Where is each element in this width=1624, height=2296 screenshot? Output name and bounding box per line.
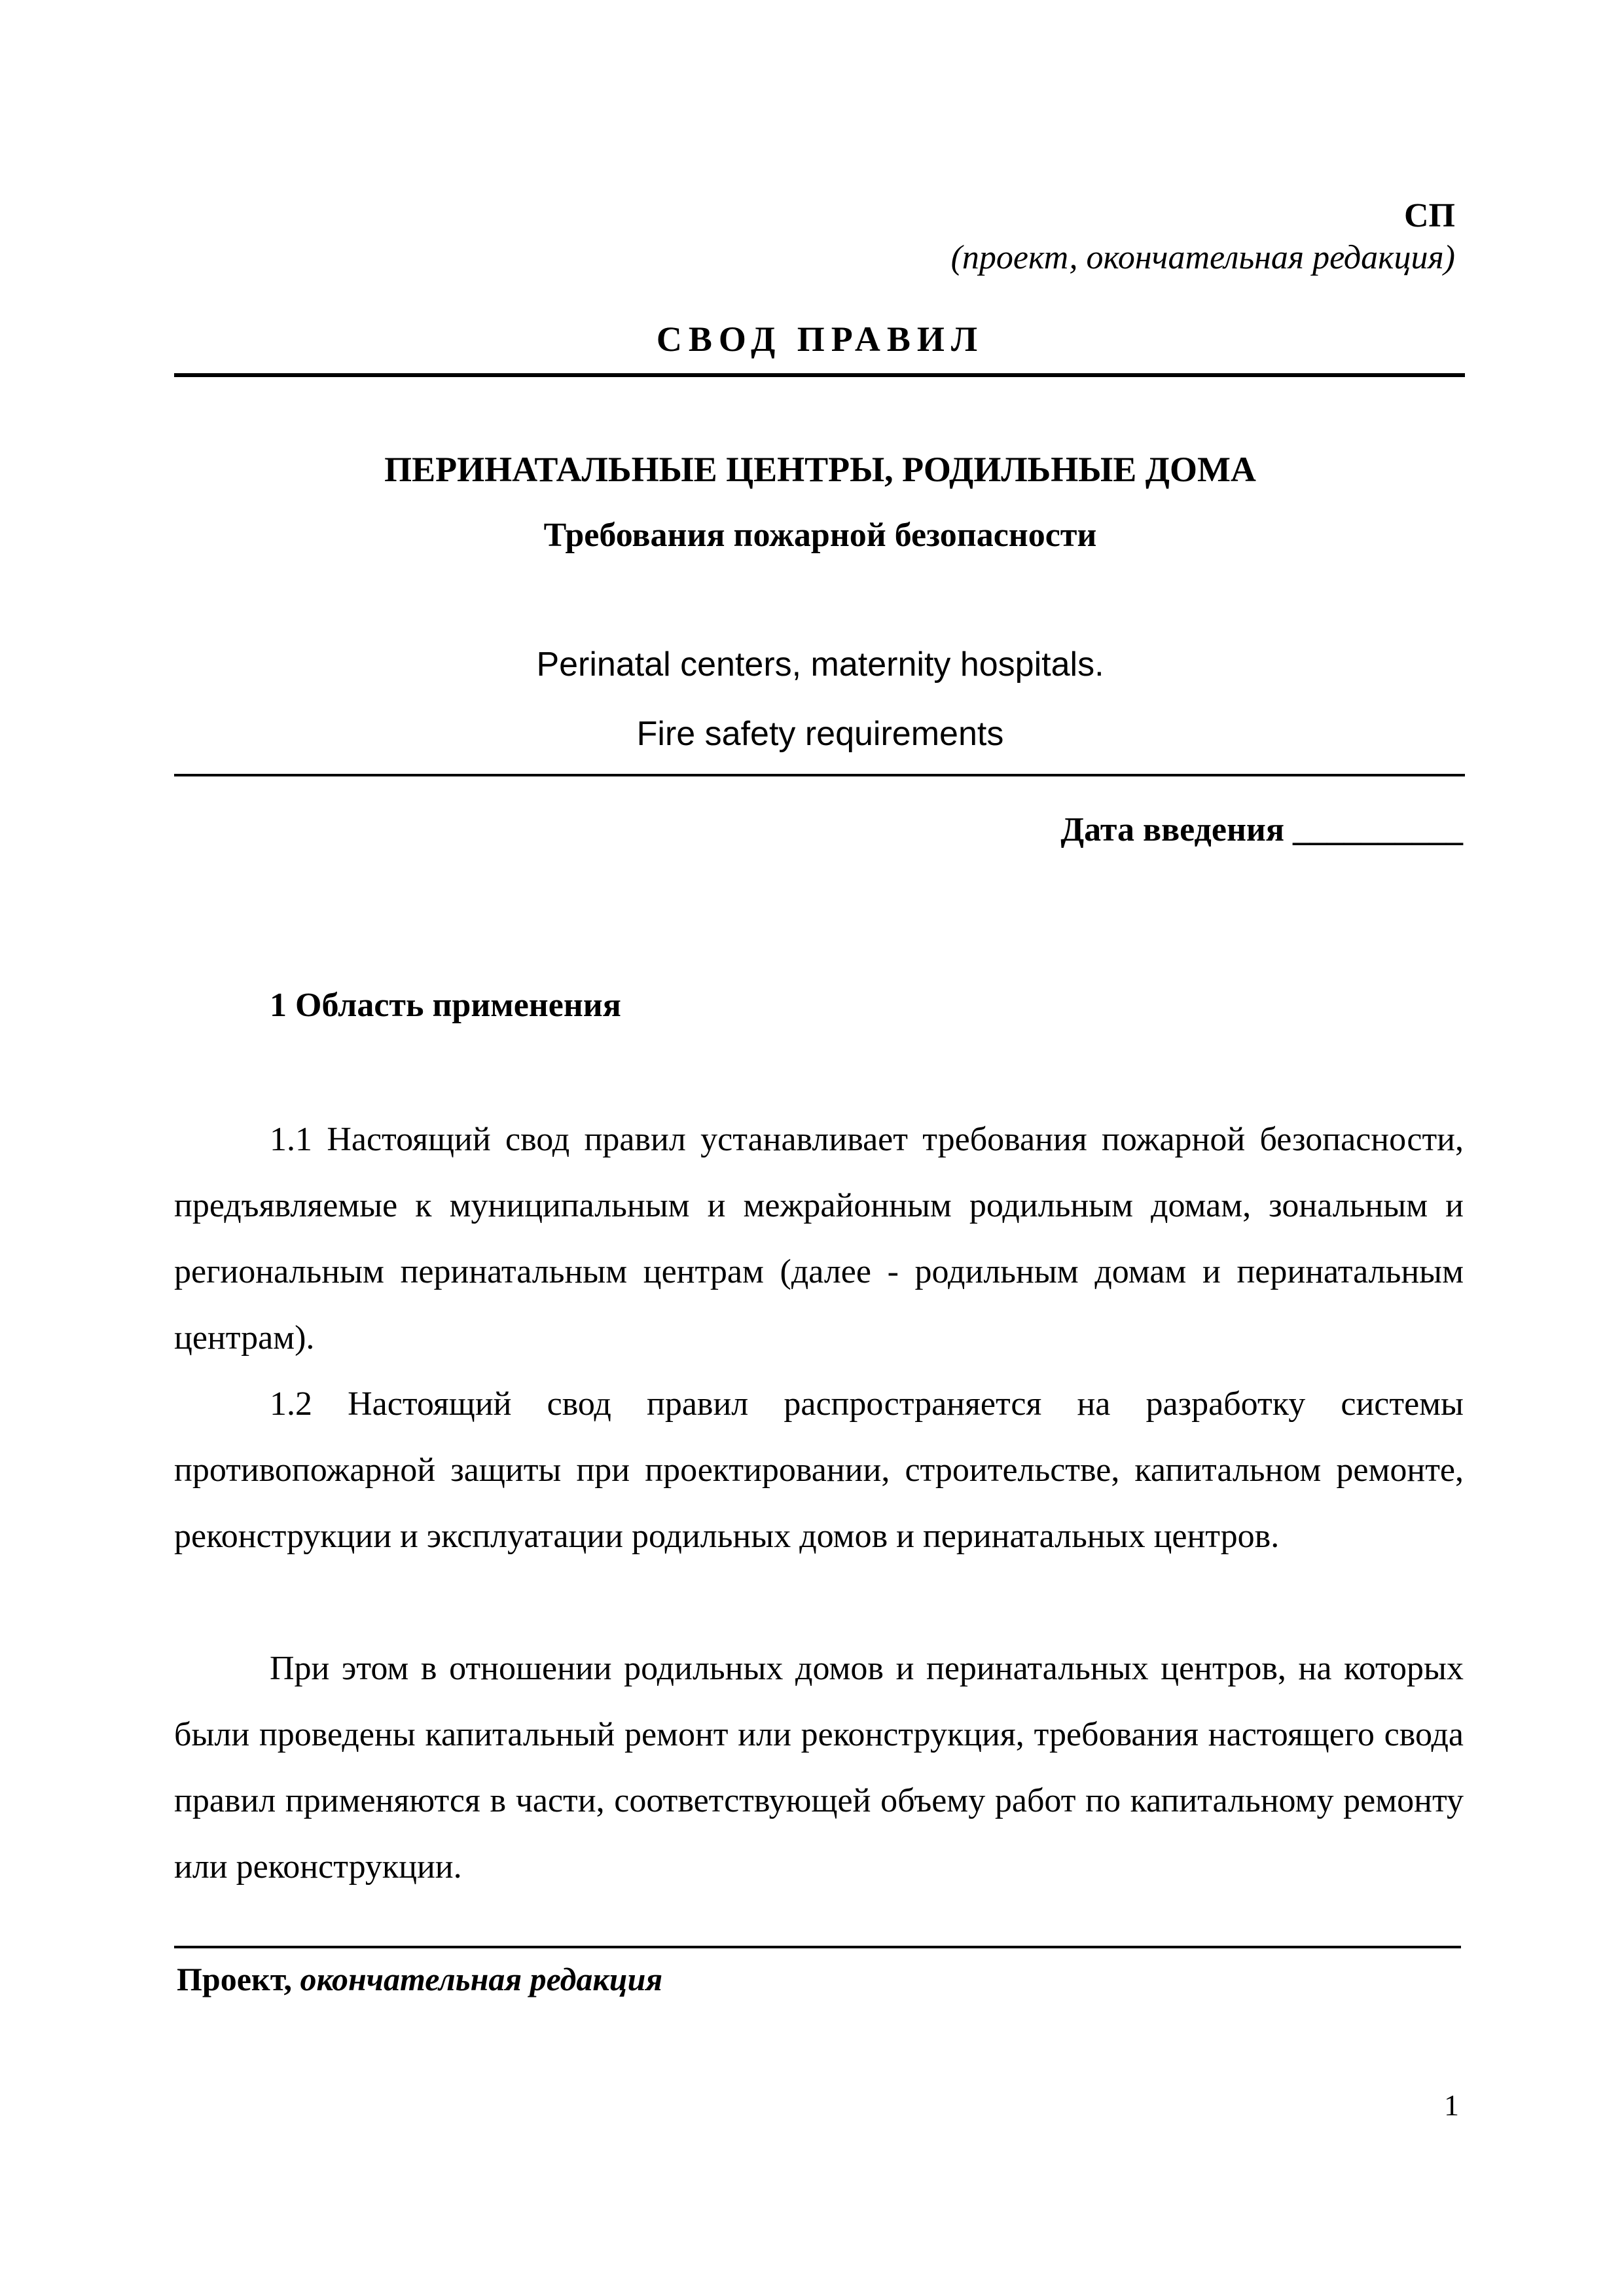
- document-subtitle-english: Fire safety requirements: [636, 715, 1004, 753]
- paragraph-1-2-note: При этом в отношении родильных домов и перинатальных центров, на которых были проведены капитальный ремонт или реконструкция, требования настоящего свода правил применяются в части, соответствующей объему работ по капитальному ремонту или реконструкции.: [174, 1650, 1464, 1886]
- document-title-english: Perinatal centers, maternity hospitals.: [536, 646, 1104, 683]
- document-title: ПЕРИНАТАЛЬНЫЕ ЦЕНТРЫ, РОДИЛЬНЫЕ ДОМА: [384, 450, 1256, 489]
- section-heading: 1 Область применения: [270, 987, 621, 1024]
- page-number: 1: [1444, 2088, 1459, 2122]
- footer-divider: [174, 1946, 1461, 1948]
- draft-status: (проект, окончательная редакция): [950, 239, 1455, 276]
- paragraph-1-2: 1.2 Настоящий свод правил распространяется на разработку системы противопожарной защиты при проектировании, строительстве, капитальном ремонте, реконструкции и эксплуатации родильных домов и перинатальных центров.: [174, 1385, 1464, 1555]
- footer-label: Проект,: [177, 1961, 293, 1997]
- document-subtitle: Требования пожарной безопасности: [543, 517, 1097, 554]
- document-type: СВОД ПРАВИЛ: [656, 319, 984, 359]
- footer-edition: окончательная редакция: [300, 1961, 663, 1997]
- title-divider: [174, 774, 1465, 776]
- paragraph-1-1: 1.1 Настоящий свод правил устанавливает требования пожарной безопасности, предъявляемые к муниципальным и межрайонным родильным домам, зональным и региональным перинатальным центрам (далее - родильным домам и перинатальным центрам).: [174, 1121, 1464, 1357]
- standard-code: СП: [1404, 197, 1455, 234]
- introduction-date: Дата введения __________: [1060, 811, 1463, 848]
- footer-status: [177, 1958, 662, 2001]
- header-divider: [174, 373, 1465, 377]
